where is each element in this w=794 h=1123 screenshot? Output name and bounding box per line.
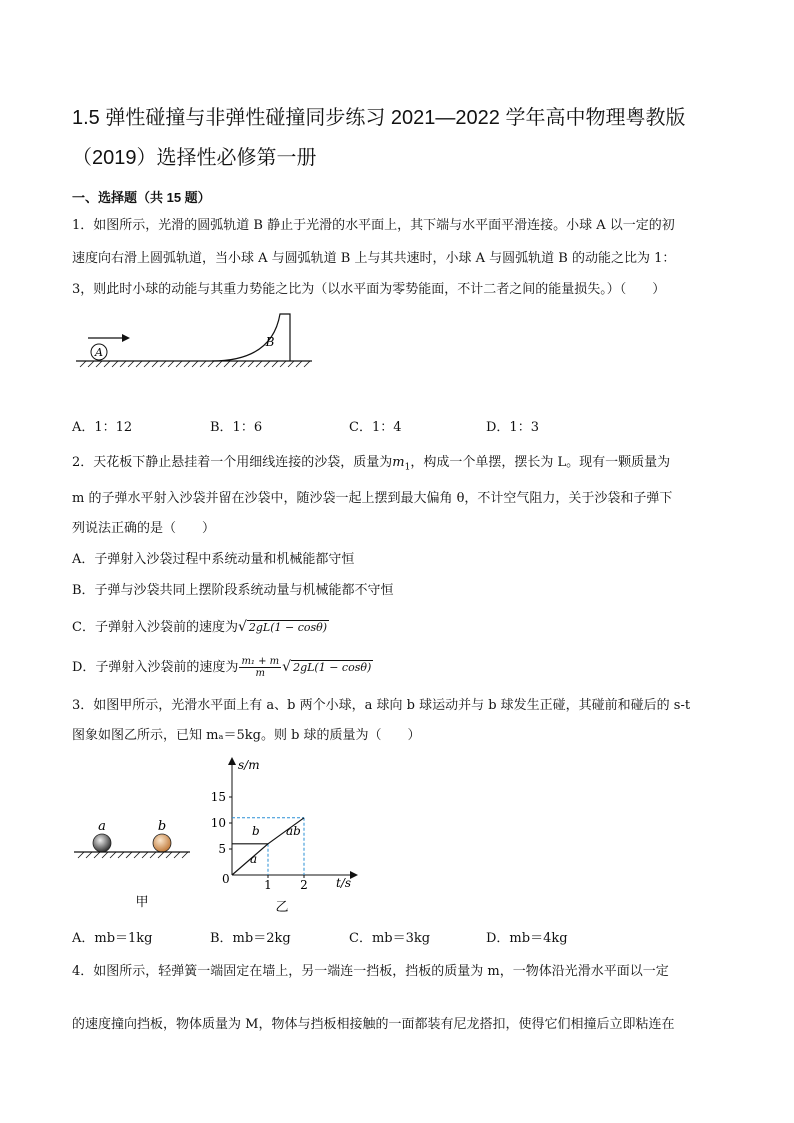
series-ab-label: ab xyxy=(286,824,301,838)
q3-line-2: 图象如图乙所示，已知 mₐ＝5kg。则 b 球的质量为（ ） xyxy=(72,728,421,743)
q2-mass-subscript: 1 xyxy=(404,462,411,473)
q2-option-d-fraction xyxy=(239,656,281,679)
origin-label: 0 xyxy=(222,872,230,886)
figure-yi-caption: 乙 xyxy=(275,900,289,915)
page-title xyxy=(72,104,685,132)
y-tick-label-5: 5 xyxy=(218,842,226,856)
q3-figure-jia xyxy=(72,810,197,915)
q2-line-1 xyxy=(72,453,670,478)
q2-mass-symbol: m xyxy=(392,455,405,470)
x-axis-label: t/s xyxy=(336,876,352,890)
q2-line-1-start: 2．天花板下静止悬挂着一个用细线连接的沙袋，质量为 xyxy=(72,455,393,470)
y-tick-label-10: 10 xyxy=(210,816,226,830)
ball-a xyxy=(93,834,111,852)
fraction-numerator: m₁ + m xyxy=(241,656,280,667)
q2-option-c-formula: 2gL(1 − cosθ) xyxy=(248,621,328,634)
ground-hatching xyxy=(80,361,310,367)
q1-option-a: A．1：12 xyxy=(72,420,133,435)
ball-a-label: A xyxy=(95,346,103,359)
sqrt-sign: √ xyxy=(237,619,247,635)
y-tick-label-15: 15 xyxy=(210,790,226,804)
page-title-cont xyxy=(72,144,317,172)
x-tick-label-2: 2 xyxy=(300,878,308,892)
title-line-1: 1.5 弹性碰撞与非弹性碰撞同步练习 2021—2022 学年高中物理粤教版 xyxy=(72,107,686,129)
arc-track-label: B xyxy=(265,335,275,349)
series-a-label: a xyxy=(250,852,258,866)
q2-option-d xyxy=(72,656,373,679)
q1-option-c: C．1：4 xyxy=(349,420,402,435)
y-axis-label: s/m xyxy=(238,758,260,772)
q4-line-1: 4．如图所示，轻弹簧一端固定在墙上，另一端连一挡板，挡板的质量为 m，一物体沿光滑水平面以一定 xyxy=(72,964,669,979)
q1-option-b: B．1：6 xyxy=(210,420,263,435)
q2-option-b: B．子弹与沙袋共同上摆阶段系统动量与机械能都不守恒 xyxy=(72,583,394,598)
arc-track-b xyxy=(212,314,290,361)
q1-option-d: D．1：3 xyxy=(486,420,539,435)
q3-option-a: A．mb＝1kg xyxy=(72,931,153,946)
q2-line-2: m 的子弹水平射入沙袋并留在沙袋中，随沙袋一起上摆到最大偏角 θ，不计空气阻力，关于沙袋和子弹下 xyxy=(72,491,673,506)
x-axis-arrow xyxy=(350,871,358,879)
title-line-2: （2019）选择性必修第一册 xyxy=(72,147,317,169)
y-axis-arrow xyxy=(228,757,236,765)
q3-line-1: 3．如图甲所示，光滑水平面上有 a、b 两个小球，a 球向 b 球运动并与 b 球发生正碰，其碰前和碰后的 s-t xyxy=(72,698,691,713)
q1-figure xyxy=(72,310,322,400)
q3-option-c: C．mb＝3kg xyxy=(349,931,431,946)
x-tick-label-1: 1 xyxy=(264,878,272,892)
series-b-label: b xyxy=(252,824,260,838)
ball-b-label: b xyxy=(157,819,167,834)
q1-line-2: 速度向右滑上圆弧轨道，当小球 A 与圆弧轨道 B 上与其共速时，小球 A 与圆弧轨道 B 的动能之比为 1： xyxy=(72,251,676,266)
q2-option-c-text: C．子弹射入沙袋前的速度为 xyxy=(72,620,238,635)
section-heading: 一、选择题（共 15 题） xyxy=(72,190,211,205)
q1-line-3: 3，则此时小球的动能与其重力势能之比为（以水平面为零势能面，不计二者之间的能量损失。）（ ） xyxy=(72,282,666,297)
q2-option-d-formula: 2gL(1 − cosθ) xyxy=(293,661,372,674)
q2-option-c xyxy=(72,617,329,638)
q2-line-1-end: ，构成一个单摆，摆长为 L。现有一颗质量为 xyxy=(410,455,671,470)
ball-a-label: a xyxy=(98,819,106,834)
ground-hatching xyxy=(78,852,188,858)
q4-line-2: 的速度撞向挡板，物体质量为 M，物体与挡板相接触的一面都装有尼龙搭扣，使得它们相撞后立即粘连在 xyxy=(72,1017,675,1032)
sqrt-sign: √ xyxy=(282,659,292,675)
fraction-denominator: m xyxy=(255,668,266,679)
q2-option-d-text: D．子弹射入沙袋前的速度为 xyxy=(72,660,239,675)
q3-option-d: D．mb＝4kg xyxy=(486,931,568,946)
ball-b xyxy=(153,834,171,852)
figure-jia-caption: 甲 xyxy=(135,895,149,910)
velocity-arrow-head xyxy=(122,334,130,342)
q3-option-b: B．mb＝2kg xyxy=(210,931,291,946)
q2-option-a: A．子弹射入沙袋过程中系统动量和机械能都守恒 xyxy=(72,552,355,567)
q2-line-3: 列说法正确的是（ ） xyxy=(72,521,216,536)
q3-chart xyxy=(210,755,360,915)
q1-line-1: 1．如图所示，光滑的圆弧轨道 B 静止于光滑的水平面上，其下端与水平面平滑连接。小球 A 以一定的初 xyxy=(72,218,675,233)
